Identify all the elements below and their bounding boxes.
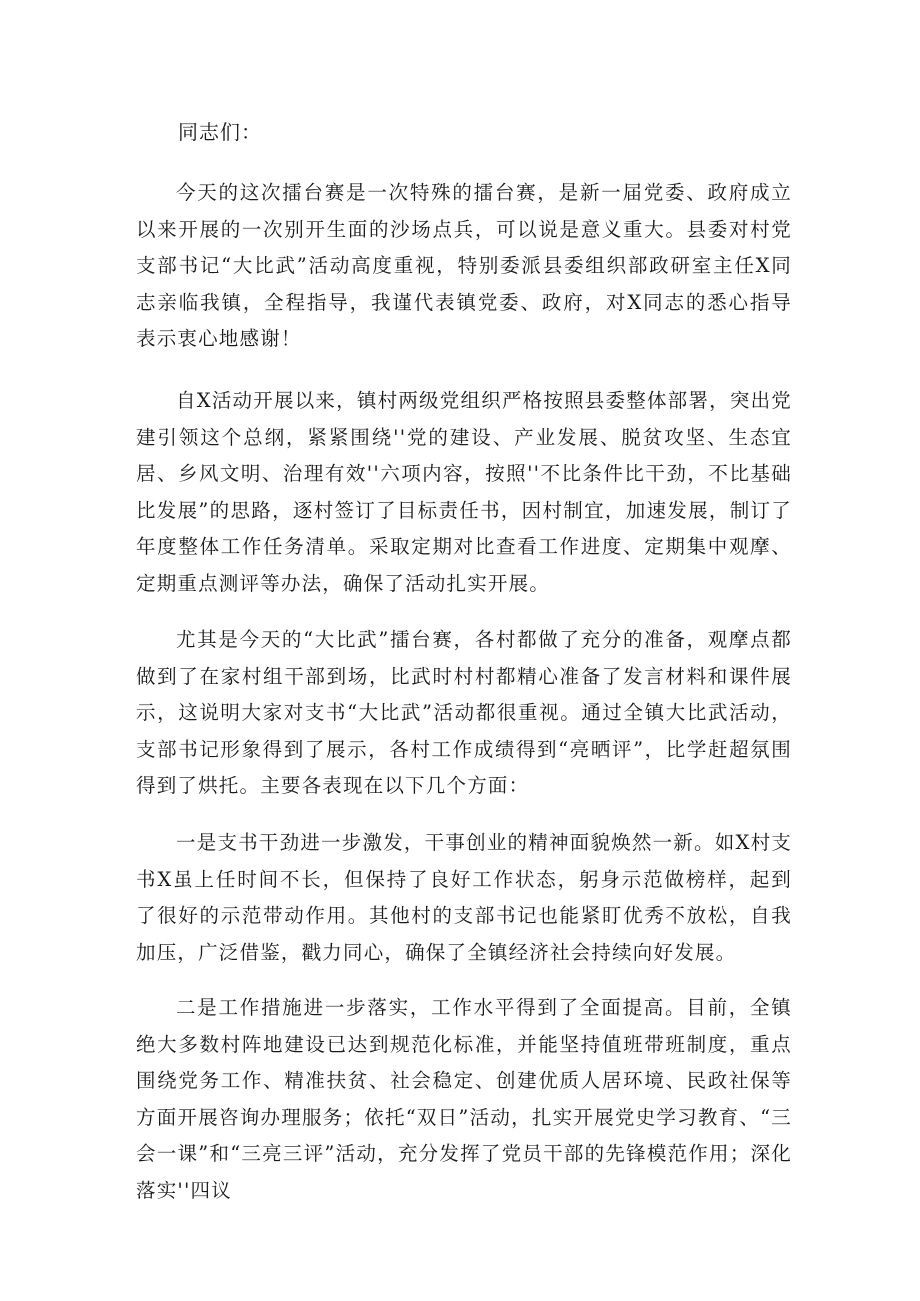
paragraph-3: 尤其是今天的“大比武”擂台赛，各村都做了充分的准备，观摩点都做到了在家村组干部到场，比武时村村都精心准备了发言材料和课件展示，这说明大家对支书“大比武”活动都很重视。通过全镇大比武活动，支部书记形象得到了展示，各村工作成绩得到“亮晒评”，比学赶超氛围得到了烘托。主要各表现在以下几个方面： xyxy=(136,628,792,798)
paragraph-2: 自X活动开展以来，镇村两级党组织严格按照县委整体部署，突出党建引领这个总纲，紧紧围绕''党的建设、产业发展、脱贫攻坚、生态宜居、乡风文明、治理有效''六项内容，按照''不比条件比干劲，不比基础比发展”的思路，逐村签订了目标责任书，因村制宜，加速发展，制订了年度整体工作任务清单。采取定期对比查看工作进度、定期集中观摩、定期重点测评等办法，确保了活动扎实开展。 xyxy=(136,389,792,595)
paragraph-1: 今天的这次擂台赛是一次特殊的擂台赛，是新一届党委、政府成立以来开展的一次别开生面的沙场点兵，可以说是意义重大。县委对村党支部书记“大比武”活动高度重视，特别委派县委组织部政研室主任X同志亲临我镇，全程指导，我谨代表镇党委、政府，对X同志的悉心指导表示衷心地感谢！ xyxy=(136,181,792,351)
salutation: 同志们： xyxy=(178,120,262,144)
paragraph-5: 二是工作措施进一步落实，工作水平得到了全面提高。目前，全镇绝大多数村阵地建设已达到规范化标准，并能坚持值班带班制度，重点围绕党务工作、精准扶贫、社会稳定、创建优质人居环境、民政社保等方面开展咨询办理服务；依托“双日”活动，扎实开展党史学习教育、“三会一课”和“三亮三评”活动，充分发挥了党员干部的先锋模范作用；深化落实''四议 xyxy=(136,996,792,1202)
paragraph-4: 一是支书干劲进一步激发，干事创业的精神面貌焕然一新。如X村支书X虽上任时间不长，但保持了良好工作状态，躬身示范做榜样，起到了很好的示范带动作用。其他村的支部书记也能紧盯优秀不放松，自我加压，广泛借鉴，戳力同心，确保了全镇经济社会持续向好发展。 xyxy=(136,831,792,964)
